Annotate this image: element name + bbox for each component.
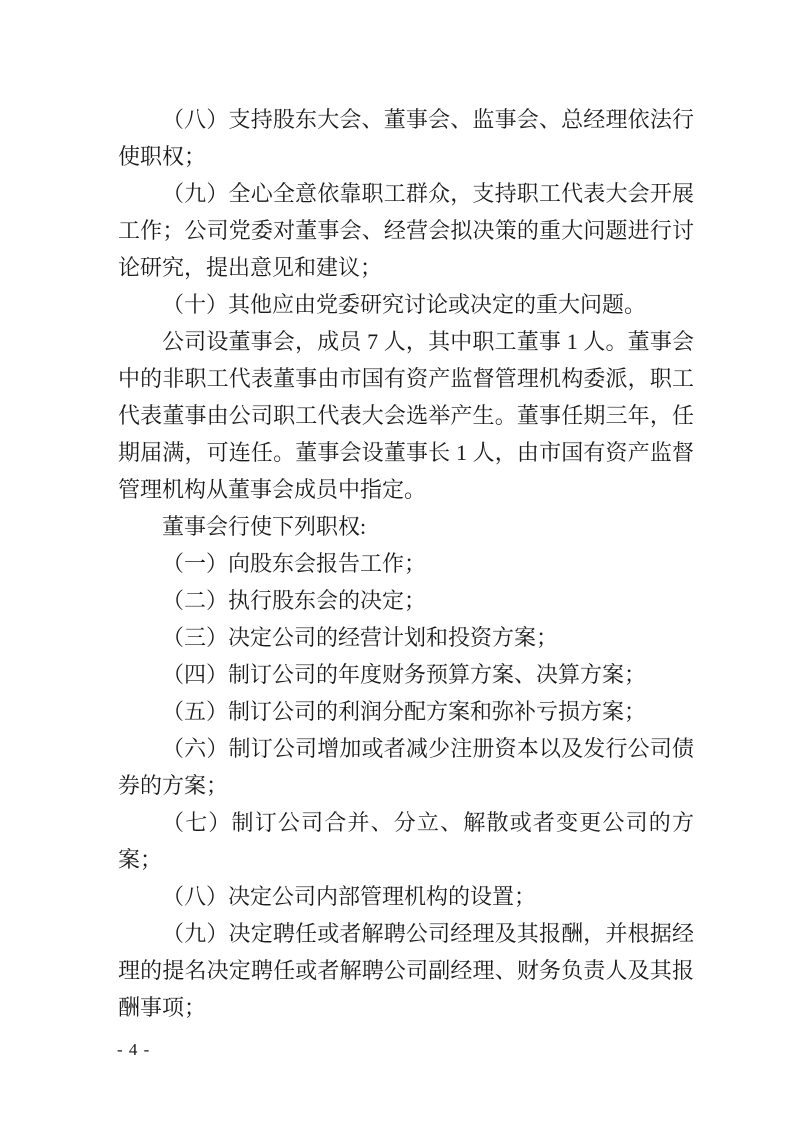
paragraph-item-9: （九）全心全意依靠职工群众，支持职工代表大会开展工作；公司党委对董事会、经营会拟决策的重大问题进行讨论研究，提出意见和建议； [118, 181, 694, 280]
paragraph-item-10: （十）其他应由党委研究讨论或决定的重大问题。 [162, 292, 647, 317]
paragraph-board-powers-heading: 董事会行使下列职权: [162, 514, 367, 539]
paragraph-power-8: （八）决定公司内部管理机构的设置； [162, 884, 537, 909]
paragraph-power-7: （七）制订公司合并、分立、解散或者变更公司的方案； [118, 810, 694, 872]
paragraph-board-composition: 公司设董事会，成员 7 人，其中职工董事 1 人。董事会中的非职工代表董事由市国有资产监督管理机构委派，职工代表董事由公司职工代表大会选举产生。董事任期三年，任期届满，可连任。董事会设董事长 1 人，由市国有资产监督管理机构从董事会成员中指定。 [118, 329, 694, 502]
page-number: - 4 - [117, 1040, 151, 1059]
paragraph-item-8: （八）支持股东大会、董事会、监事会、总经理依法行使职权； [118, 107, 694, 169]
document-body [118, 101, 694, 1026]
paragraph-power-2: （二）执行股东会的决定； [162, 588, 427, 613]
paragraph-power-4: （四）制订公司的年度财务预算方案、决算方案； [162, 662, 647, 687]
paragraph-power-9: （九）决定聘任或者解聘公司经理及其报酬，并根据经理的提名决定聘任或者解聘公司副经理、财务负责人及其报酬事项； [118, 921, 694, 1020]
paragraph-power-6: （六）制订公司增加或者减少注册资本以及发行公司债券的方案； [118, 736, 694, 798]
paragraph-power-3: （三）决定公司的经营计划和投资方案； [162, 625, 559, 650]
paragraph-power-5: （五）制订公司的利润分配方案和弥补亏损方案； [162, 699, 647, 724]
paragraph-power-1: （一）向股东会报告工作； [162, 551, 427, 576]
